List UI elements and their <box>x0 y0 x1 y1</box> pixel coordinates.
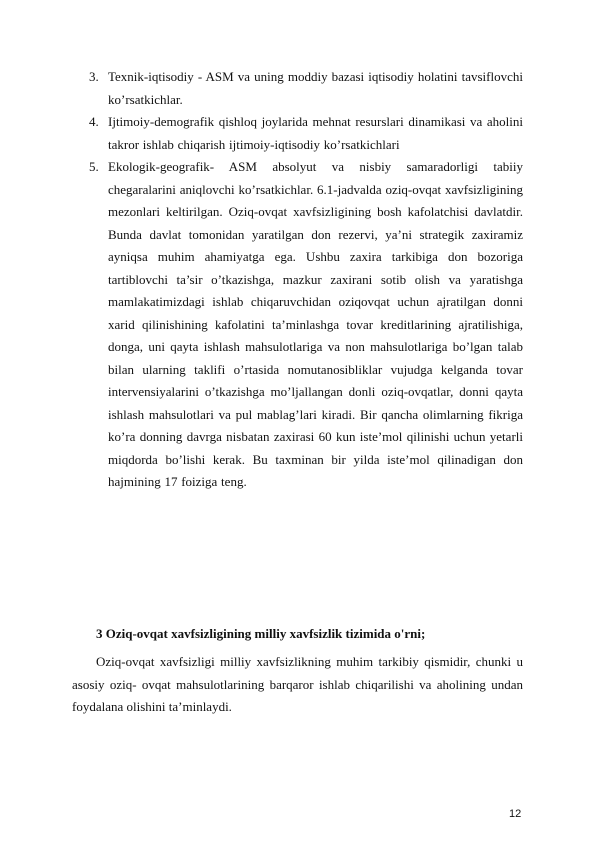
list-item <box>0 66 595 111</box>
list-item-number: 5. <box>89 159 99 174</box>
list-item-text: Texnik-iqtisodiy - ASM va uning moddiy bazasi iqtisodiy holatini tavsiflovchi ko’rsatkichlar. <box>108 69 523 107</box>
page-number: 12 <box>509 808 522 820</box>
list-item <box>0 156 595 494</box>
list-item-number: 3. <box>89 69 99 84</box>
body-paragraph: Oziq-ovqat xavfsizligi milliy xavfsizlikning muhim tarkibiy qismidir, chunki u asosiy oziq- ovqat mahsulotlarining barqaror ishlab chiqarilishi va aholining undan foydalana olishini ta’minlaydi. <box>72 654 523 714</box>
list-item-text: Ekologik-geografik- ASM absolyut va nisbiy samaradorligi tabiiy chegaralarini aniqlovchi ko’rsatkichlar. 6.1-jadvalda oziq-ovqat xavfsizligining mezonlari keltirilgan. Oziq-ovqat xavfsizligining bosh kafolatchisi davlatdir. Bunda davlat tomonidan yaratilgan don rezervi, ya’ni strategik zaxiramiz ayniqsa muhim ahamiyatga ega. Ushbu zaxira tarkibiga don bozoriga tartiblovchi ta’sir o’tkazishga, mazkur zaxirani sotib olish va yaratishga mamlakatimizdagi ishlab chiqaruvchidan oziqovqat uchun ajratilgan donni xarid qilinishining kafolatini ta’minlashga tovar kreditlarining ajratilishiga, donga, uni qayta ishlash mahsulotlariga va non mahsulotlariga bo’lgan talab bilan ularning taklifi o’rtasida nomutanosibliklar vujudga kelganda tovar intervensiyalarini o’tkazishga mo’ljallangan donli oziq-ovqatlar, donni qayta ishlash mahsulotlari va pul mablag’lari kiradi. Bir qancha olimlarning fikriga ko’ra donning davrga nisbatan zaxirasi 60 kun iste’mol qilinishi uchun yetarli miqdorda bo’lishi kerak. Bu taxminan bir yilda iste’mol qilinadigan don hajmining 17 foiziga teng. <box>108 159 523 489</box>
list-item <box>0 111 595 156</box>
list-item-text: Ijtimoiy-demografik qishloq joylarida mehnat resurslari dinamikasi va aholini takror ishlab chiqarish ijtimoiy-iqtisodiy ko’rsatkichlari <box>108 114 523 152</box>
numbered-list <box>0 66 595 494</box>
section-heading: 3 Oziq-ovqat xavfsizligining milliy xavfsizlik tizimida o'rni; <box>96 626 426 641</box>
list-item-number: 4. <box>89 114 99 129</box>
